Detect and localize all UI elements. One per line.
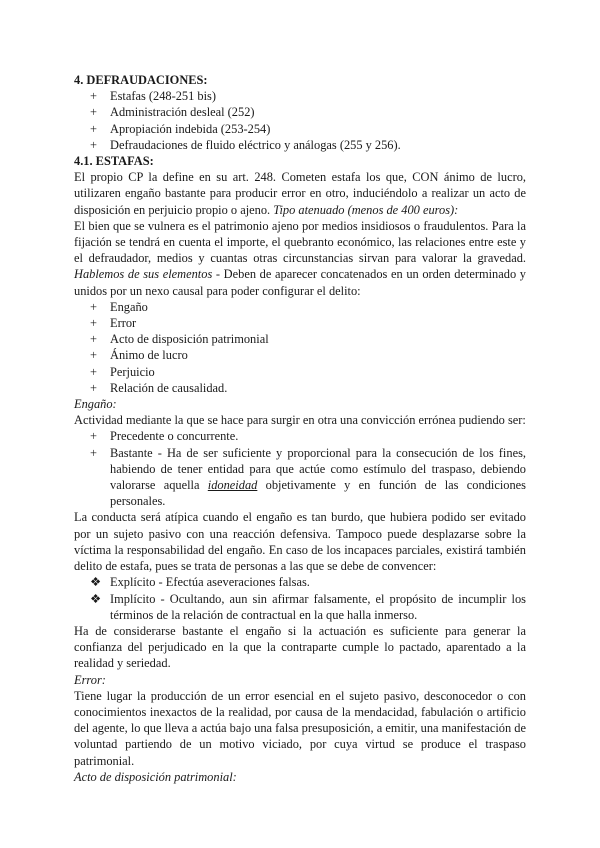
bien-juridico-paragraph: El bien que se vulnera es el patrimonio ajeno por medios insidiosos o fraudulentos. Para la fijación se tendrá en cuenta el importe, el quebranto económico, las relaciones entre este y el defraudador, medios y cuantas otras circunstancias sirvan para valorar la gravedad. Hablemos de sus elementos - Deben de aparecer concatenados en un orden determinado y unidos por un nexo causal para poder configurar el delito: — [74, 218, 526, 298]
list-item: + Relación de causalidad. — [90, 380, 228, 395]
list-item: ❖ Explícito - Efectúa aseveraciones falsas. — [90, 575, 310, 590]
section-41-heading: 4.1. ESTAFAS: — [74, 154, 154, 169]
engano-types-list — [74, 574, 526, 623]
list-item: + Precedente o concurrente. — [90, 429, 239, 444]
plus-icon: + — [90, 299, 97, 314]
list-item: + Defraudaciones de fluido eléctrico y análogas (255 y 256). — [90, 137, 401, 152]
engano-intro: Actividad mediante la que se hace para surgir en otra una convicción errónea pudiendo ser: — [74, 413, 526, 428]
list-item: + Ánimo de lucro — [90, 348, 188, 363]
document-body — [74, 72, 526, 785]
tipo-atenuado-label: Tipo atenuado (menos de 400 euros): — [273, 202, 459, 217]
list-item: + Estafas (248-251 bis) — [90, 89, 216, 104]
plus-icon: + — [90, 137, 97, 152]
plus-icon: + — [90, 429, 97, 444]
definition-paragraph: El propio CP la define en su art. 248. Cometen estafa los que, CON ánimo de lucro, utilizaren engaño bastante para producir error en otro, induciéndolo a realizar un acto de disposición en perjuicio propio o ajeno. Tipo atenuado (menos de 400 euros): — [74, 170, 526, 217]
section-4-heading: 4. DEFRAUDACIONES: — [74, 73, 208, 87]
engano-heading: Engaño: — [74, 397, 117, 412]
defraudaciones-list — [74, 88, 526, 153]
plus-icon: + — [90, 105, 97, 120]
plus-icon: + — [90, 121, 97, 136]
list-item: + Acto de disposición patrimonial — [90, 332, 269, 347]
error-heading: Error: — [74, 672, 106, 687]
bastante-paragraph: Ha de considerarse bastante el engaño si la actuación es suficiente para generar la confianza del perjudicado en la que la contraparte cumple lo pactado, aparentado a la realidad y seriedad. — [74, 623, 526, 671]
engano-list — [74, 428, 526, 509]
diamond-bullet-icon: ❖ — [90, 591, 102, 606]
list-item: + Engaño — [90, 299, 148, 314]
error-paragraph: Tiene lugar la producción de un error esencial en el sujeto pasivo, desconocedor o con conocimientos inexactos de la realidad, por causa de la mendacidad, fabulación o artificio del agente, lo que lleva a actúa bajo una falsa presuposición, a emitir, una manifestación de voluntad partiendo de un motivo viciado, por cuya virtud se produce el traspaso patrimonial. — [74, 688, 526, 768]
list-item: + Error — [90, 316, 137, 331]
plus-icon: + — [90, 380, 97, 395]
plus-icon: + — [90, 364, 97, 379]
plus-icon: + — [90, 316, 97, 331]
list-item: + Apropiación indebida (253-254) — [90, 121, 271, 136]
list-item: ❖ Implícito - Ocultando, aun sin afirmar falsamente, el propósito de incumplir los términos de la relación de contractual en la que halla inmerso. — [90, 591, 526, 622]
elements-list — [74, 299, 526, 396]
plus-icon: + — [90, 332, 97, 347]
list-item: + Administración desleal (252) — [90, 105, 255, 120]
atipica-paragraph: La conducta será atípica cuando el engaño es tan burdo, que hubiera podido ser evitado por un sujeto pasivo con una reacción defensiva. Tampoco puede desplazarse sobre la víctima la responsabilidad del engaño. En caso de los incapaces parciales, existirá también delito de estafa, pues se trata de personas a las que se debe de convencer: — [74, 510, 526, 574]
idoneidad-term: idoneidad — [207, 478, 258, 493]
acto-heading: Acto de disposición patrimonial: — [74, 769, 237, 784]
elementos-label: Hablemos de sus elementos — [74, 267, 213, 282]
plus-icon: + — [90, 348, 97, 363]
plus-icon: + — [90, 445, 97, 460]
plus-icon: + — [90, 89, 97, 104]
list-item: + Bastante - Ha de ser suficiente y proporcional para la consecución de los fines, habiendo de tener entidad para que actúe como estímulo del traspaso, debiendo valorarse aquella idoneidad objetivamente y en función de las condiciones personales. — [90, 445, 526, 509]
diamond-bullet-icon: ❖ — [90, 575, 102, 590]
list-item: + Perjuicio — [90, 364, 155, 379]
